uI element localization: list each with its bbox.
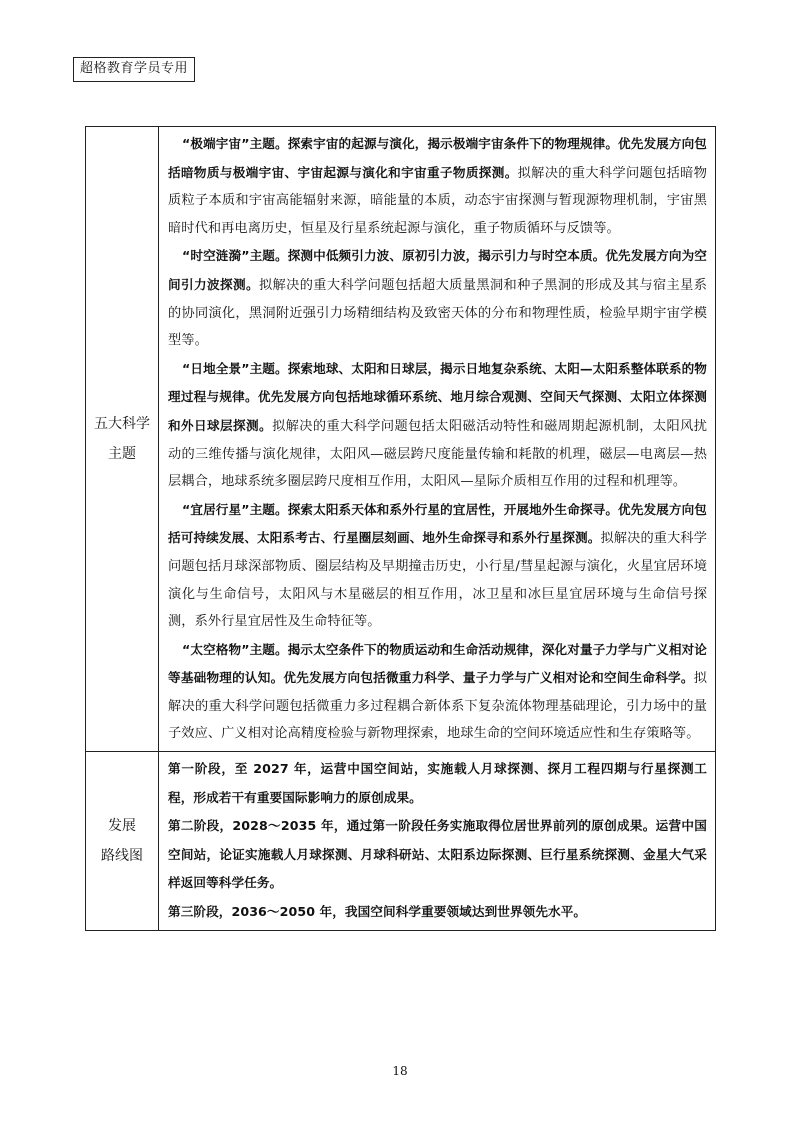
row-content-roadmap bbox=[159, 752, 716, 931]
theme-paragraph-sun-earth-panorama bbox=[168, 355, 707, 496]
paragraph-bold-text: 第一阶段，至 2027 年，运营中国空间站，实施载人月球探测、探月工程四期与行星探测工程，形成若干有重要国际影响力的原创成果。 bbox=[168, 761, 707, 805]
table-row-themes bbox=[86, 127, 716, 752]
row-label-line: 主题 bbox=[108, 446, 136, 463]
roadmap-stage-1 bbox=[168, 755, 707, 812]
paragraph-normal-text: 拟解决的重大科学问题包括超大质量黑洞和种子黑洞的形成及其与宿主星系的协同演化，黑洞附近强引力场精细结构及致密天体的分布和物理性质，检验早期宇宙学模型等。 bbox=[168, 277, 708, 349]
paragraph-normal-text: 拟解决的重大科学问题包括暗物质粒子本质和宇宙高能辐射来源，暗能量的本质，动态宇宙探测与暂现源物理机制，宇宙黑暗时代和再电离历史，恒星及行星系统起源与演化，重子物质循环与反馈等。 bbox=[168, 165, 707, 236]
row-label-roadmap bbox=[86, 752, 159, 931]
paragraph-normal-text: 拟解决的重大科学问题包括月球深部物质、圈层结构及早期撞击历史，小行星/彗星起源与演化，火星宜居环境演化与生命信号，太阳风与木星磁层的相互作用，冰卫星和冰巨星宜居环境与生命信号探测，系外行星宜居性及生命特征等。 bbox=[168, 531, 707, 630]
theme-paragraph-space-physics bbox=[168, 636, 707, 748]
row-label-line: 五大科学 bbox=[94, 416, 150, 433]
paragraph-normal-text: 拟解决的重大科学问题包括微重力多过程耦合新体系下复杂流体物理基础理论，引力场中的量子效应、广义相对论高精度检验与新物理探索，地球生命的空间环境适应性和生存策略等。 bbox=[168, 671, 707, 742]
roadmap-stage-2 bbox=[168, 812, 707, 898]
paragraph-bold-text: “太空格物”主题。揭示太空条件下的物质运动和生命活动规律，深化对量子力学与广义相对论等基础物理的认知。优先发展方向包括微重力科学、量子力学与广义相对论和空间生命科学。 bbox=[168, 641, 707, 686]
row-label-line: 路线图 bbox=[101, 847, 143, 864]
paragraph-normal-text: 拟解决的重大科学问题包括太阳磁活动特性和磁周期起源机制，太阳风扰动的三维传播与演化规律，太阳风—磁层跨尺度能量传输和耗散的机理，磁层—电离层—热层耦合，地球系统多圈层跨尺度相互作用，太阳风—星际介质相互作用的过程和机理等。 bbox=[168, 418, 707, 490]
content-table bbox=[85, 126, 716, 931]
theme-paragraph-extreme-universe bbox=[168, 130, 707, 242]
theme-paragraph-habitable-planets bbox=[168, 496, 707, 636]
paragraph-bold-text: “时空涟漪”主题。探测中低频引力波、原初引力波，揭示引力与时空本质。优先发展方向为空间引力波探测。 bbox=[168, 248, 707, 292]
paragraph-bold-text: 第二阶段，2028～2035 年，通过第一阶段任务实施取得位居世界前列的原创成果。运营中国空间站，论证实施载人月球探测、月球科研站、太阳系边际探测、巨行星系统探测、金星大气采样返回等科学任务。 bbox=[168, 818, 707, 891]
table-row-roadmap bbox=[86, 752, 716, 931]
paragraph-bold-text: “极端宇宙”主题。探索宇宙的起源与演化，揭示极端宇宙条件下的物理规律。优先发展方向包括暗物质与极端宇宙、宇宙起源与演化和宇宙重子物质探测。 bbox=[168, 136, 707, 180]
paragraph-bold-text: 第三阶段，2036～2050 年，我国空间科学重要领域达到世界领先水平。 bbox=[168, 904, 587, 920]
theme-paragraph-spacetime-ripples bbox=[168, 242, 707, 354]
row-content-themes bbox=[159, 127, 716, 752]
row-label-themes bbox=[86, 127, 159, 752]
header-badge: 超格教育学员专用 bbox=[73, 57, 195, 82]
paragraph-bold-text: “日地全景”主题。探索地球、太阳和日球层，揭示日地复杂系统、太阳—太阳系整体联系的物理过程与规律。优先发展方向包括地球循环系统、地月综合观测、空间天气探测、太阳立体探测和外日球层探测。 bbox=[168, 360, 707, 433]
paragraph-bold-text: “宜居行星”主题。探索太阳系天体和系外行星的宜居性，开展地外生命探寻。优先发展方向包括可持续发展、太阳系考古、行星圈层刻画、地外生命探寻和系外行星探测。 bbox=[168, 501, 707, 546]
row-label-line: 发展 bbox=[108, 817, 136, 834]
roadmap-stage-3 bbox=[168, 898, 707, 927]
page-number: 18 bbox=[392, 1064, 408, 1078]
